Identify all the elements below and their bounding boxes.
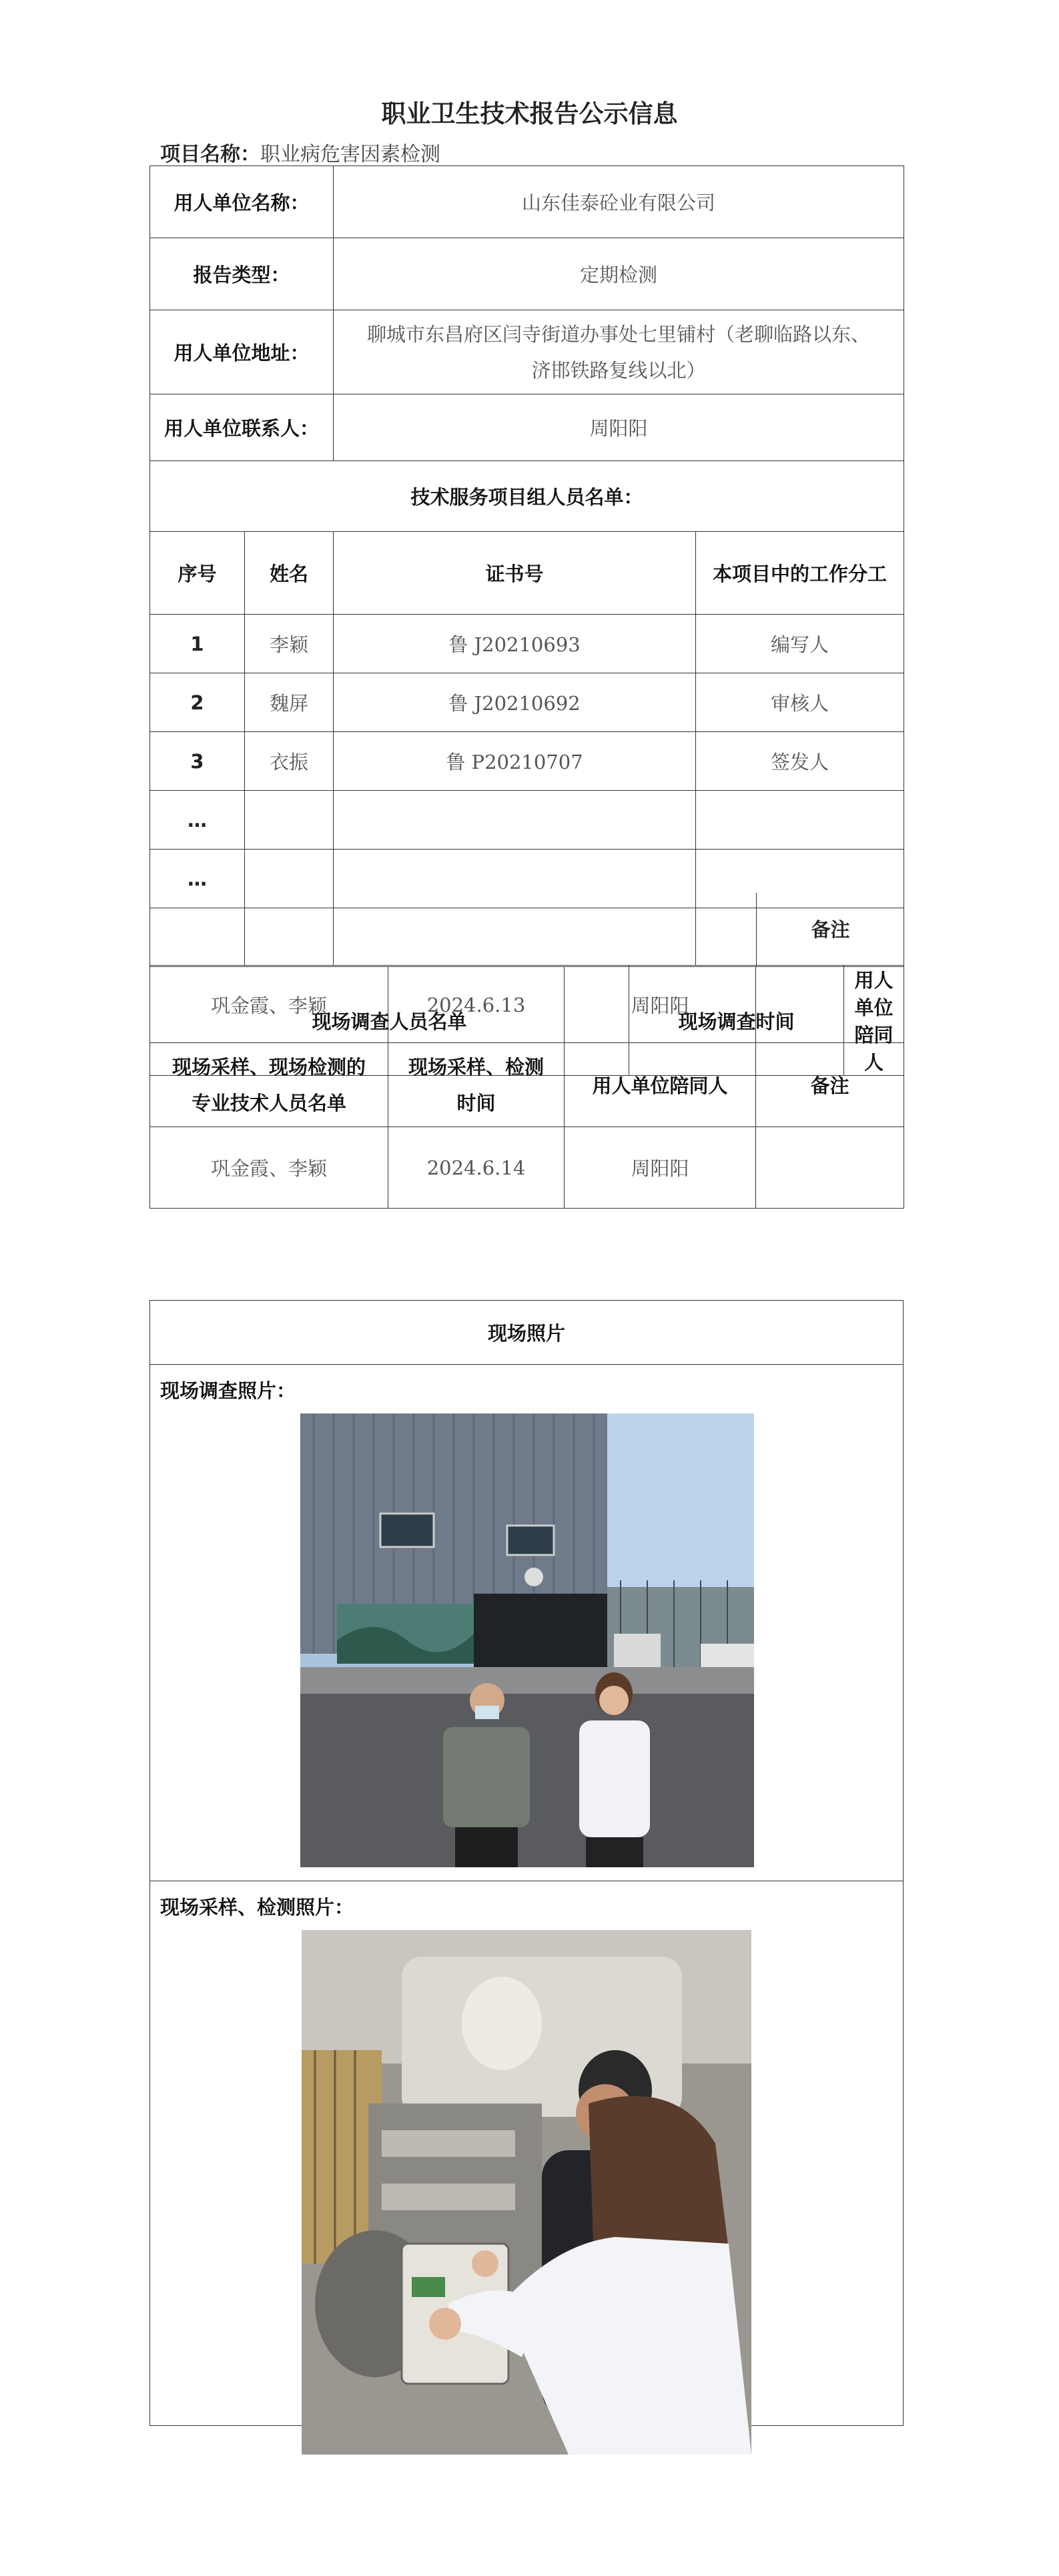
sampling-photo: [302, 1930, 751, 2455]
address-value: [334, 310, 904, 394]
project-name-label: 项目名称：: [160, 143, 260, 166]
table-row: [150, 615, 904, 673]
survey-header-time: 现场调查时间: [629, 966, 844, 1076]
sampling-header-staff-line2: 专业技术人员名单: [191, 1091, 346, 1114]
team-cell-name: [245, 850, 334, 908]
report-type-label: 报告类型：: [150, 238, 334, 310]
photos-heading: 现场照片: [150, 1301, 904, 1365]
team-header-cert: 证书号: [334, 532, 696, 615]
team-cell-name: [245, 791, 334, 850]
team-header-role: 本项目中的工作分工: [696, 532, 904, 615]
sampling-header-escort: 用人单位陪同人: [565, 1043, 756, 1127]
team-cell-role: 审核人: [696, 673, 904, 732]
sampling-time: 2024.6.14: [388, 1127, 565, 1209]
survey-sampling-table: [149, 966, 904, 1209]
team-cell-no: [150, 908, 245, 966]
report-type-value: 定期检测: [334, 238, 904, 310]
team-cell-no: …: [150, 850, 245, 908]
team-cell-role: 签发人: [696, 732, 904, 791]
team-header-name: 姓名: [245, 532, 334, 615]
contact-value: 周阳阳: [334, 394, 904, 461]
team-cell-name: [245, 908, 334, 966]
sampling-photo-label: 现场采样、检测照片：: [160, 1896, 354, 1919]
contact-label: 用人单位联系人：: [150, 394, 334, 461]
sampling-header-time-line2: 时间: [456, 1091, 496, 1114]
company-label: 用人单位名称：: [150, 166, 334, 238]
sampling-header-remark: 备注: [756, 1043, 904, 1127]
survey-header-escort: 用人单位陪同人: [844, 966, 904, 1076]
team-cell-no: 1: [150, 615, 245, 673]
sampling-header-staff: [150, 1043, 388, 1127]
address-label: 用人单位地址：: [150, 310, 334, 394]
survey-remark: [756, 967, 904, 1043]
project-name-value: 职业病危害因素检测: [260, 143, 440, 166]
table-row: [150, 732, 904, 791]
table-row: [150, 791, 904, 850]
company-value: 山东佳泰砼业有限公司: [334, 166, 904, 238]
team-cell-name: 魏屏: [245, 673, 334, 732]
sampling-escort: 周阳阳: [565, 1127, 756, 1209]
team-cell-name: 衣振: [245, 732, 334, 791]
survey-staff: 巩金霞、李颖: [150, 967, 388, 1043]
sampling-header-time-line1: 现场采样、检测: [408, 1055, 544, 1078]
survey-photo-label: 现场调查照片：: [160, 1379, 296, 1402]
address-line-1: 聊城市东昌府区闫寺街道办事处七里铺村（老聊临路以东、: [367, 322, 871, 346]
address-line-2: 济邯铁路复线以北）: [531, 358, 706, 382]
team-cell-cert: [334, 791, 696, 850]
survey-escort: 周阳阳: [565, 967, 756, 1043]
sampling-staff: 巩金霞、李颖: [150, 1127, 388, 1209]
project-name: [160, 137, 440, 167]
team-cell-no: 2: [150, 673, 245, 732]
sampling-header-time: [388, 1043, 565, 1127]
survey-time: 2024.6.13: [388, 967, 565, 1043]
team-heading: 技术服务项目组人员名单：: [150, 461, 904, 532]
team-cell-cert: [334, 908, 696, 966]
team-cell-no: 3: [150, 732, 245, 791]
team-cell-role: [696, 791, 904, 850]
sampling-header-staff-line1: 现场采样、现场检测的: [171, 1055, 366, 1078]
team-cell-cert: [334, 850, 696, 908]
team-header-no: 序号: [150, 532, 245, 615]
sampling-remark: [756, 1127, 904, 1209]
team-cell-role: 编写人: [696, 615, 904, 673]
team-cell-cert: 鲁 P20210707: [334, 732, 696, 791]
team-cell-no: …: [150, 791, 245, 850]
page-title: 职业卫生技术报告公示信息: [381, 99, 678, 128]
survey-photo: [300, 1413, 754, 1867]
survey-header-staff: 现场调查人员名单: [150, 966, 629, 1076]
survey-header-remark: 备注: [756, 893, 904, 966]
team-cell-cert: 鲁 J20210693: [334, 615, 696, 673]
team-cell-cert: 鲁 J20210692: [334, 673, 696, 732]
table-row: [150, 673, 904, 732]
team-cell-name: 李颖: [245, 615, 334, 673]
